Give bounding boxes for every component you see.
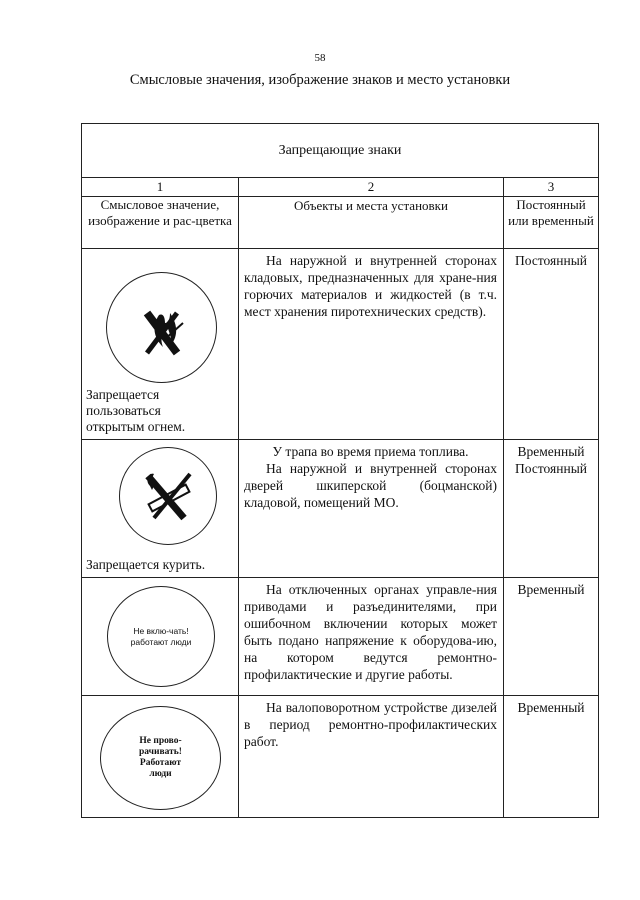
page-heading: Смысловые значения, изображение знаков и место установки (129, 72, 511, 88)
sign-cell (82, 249, 239, 439)
type-value: Постоянный (515, 461, 587, 476)
prohibition-signs-table (81, 123, 599, 818)
place-text: На отключенных органах управле-ния приводами и разъединителями, при ошибочном включении которых может быть подано напряжение к оборудова-ию, на котором ведутся ремонтно-профилактические и другие работы. (244, 582, 497, 682)
sign-cell (82, 578, 239, 695)
do-not-switch-on-sign (107, 586, 215, 687)
type-cell: Постоянный (515, 253, 587, 268)
places-cell (239, 696, 504, 817)
column-number-3: 3 (547, 179, 555, 194)
type-cell: Временный (517, 582, 585, 597)
places-cell (239, 249, 504, 439)
type-value: Временный (517, 444, 585, 459)
column-number-1: 1 (82, 178, 239, 196)
place-text: На наружной и внутренней сторонах дверей шкиперской (боцманской) кладовой, помещений МО. (244, 461, 497, 510)
section-title: Запрещающие знаки (82, 124, 598, 178)
header-meaning: Смысловое значение, изображение и рас-цветка (82, 197, 239, 248)
place-text: На наружной и внутренней сторонах кладовых, предназначенных для хране-ния горючих материалов и жидкостей (в т.ч. мест хранения пиротехнических средств). (244, 253, 497, 319)
sign-caption: Запрещается пользоваться открытым огнем. (86, 387, 186, 434)
table-row (82, 696, 598, 817)
no-smoking-icon (119, 447, 217, 545)
table-row (82, 578, 598, 696)
column-number-row (82, 178, 598, 197)
column-number-2: 2 (239, 178, 504, 196)
sign-text: Не прово-рачивать! Работают люди (139, 736, 182, 779)
do-not-turn-sign (100, 706, 221, 810)
sign-cell (82, 696, 239, 817)
type-cell: Временный (517, 700, 585, 715)
table-row (82, 249, 598, 440)
table-row (82, 440, 598, 578)
page-number: 58 (314, 52, 326, 64)
places-cell (239, 578, 504, 695)
sign-cell (82, 440, 239, 577)
header-row (82, 197, 598, 249)
places-cell (239, 440, 504, 577)
no-open-flame-icon (106, 272, 217, 383)
place-text: У трапа во время приема топлива. (272, 444, 469, 459)
type-cell (504, 440, 598, 577)
sign-text: Не вклю-чать! работают люди (130, 625, 192, 647)
place-text: На валоповоротном устройстве дизелей в период ремонтно-профилактических работ. (244, 700, 497, 749)
sign-caption: Запрещается курить. (86, 557, 206, 572)
header-places: Объекты и места установки (239, 197, 504, 248)
header-type: Постоянный или временный (508, 197, 594, 228)
